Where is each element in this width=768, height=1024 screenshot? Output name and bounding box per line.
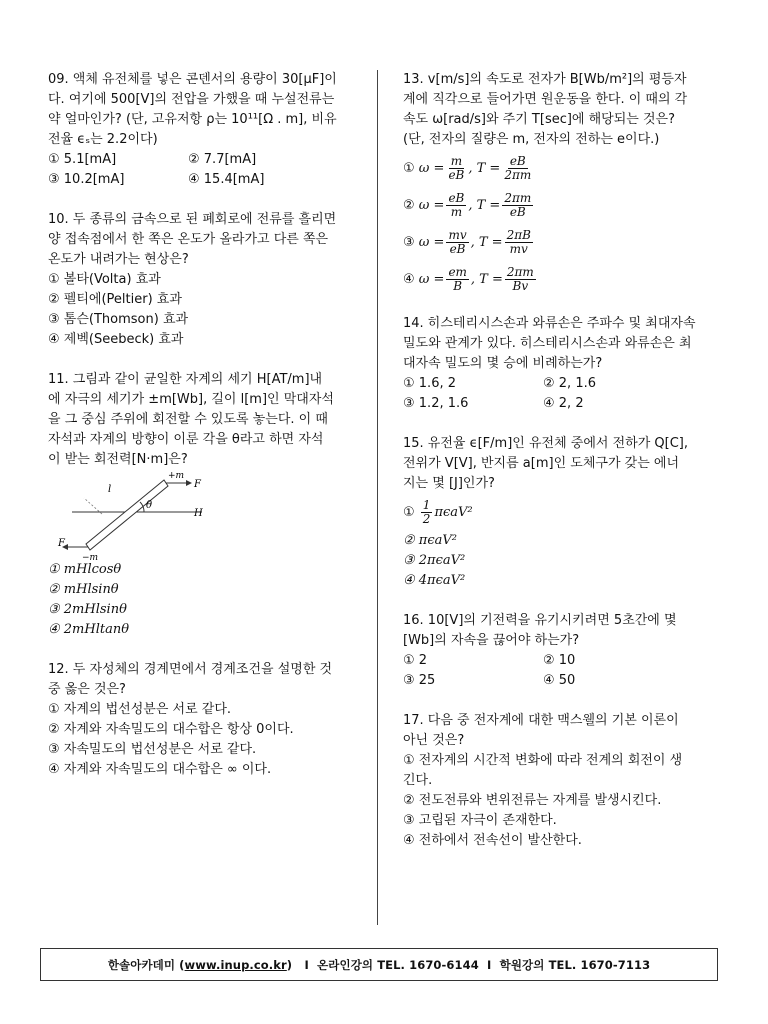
footer-url-link[interactable]: www.inup.co.kr <box>184 957 287 972</box>
option-4[interactable]: ④ ω = $\frac{em}{B}$ , T = $\frac{2\pi m}{Bv}$ <box>403 265 534 293</box>
question-10 <box>48 210 364 350</box>
question-16-options <box>403 651 723 691</box>
label-l: l <box>108 484 112 495</box>
question-14 <box>403 314 723 414</box>
page-footer: 한솔아카데미 ( www.inup.co.kr ) I 온라인강의 TEL. 1670-6144 I 학원강의 TEL. 1670-7113 <box>40 948 718 981</box>
fraction: $\frac{mv}{eB}$ <box>448 228 467 256</box>
label-F-bottom: F <box>58 538 65 549</box>
fraction: $\frac{2\pi B}{mv}$ <box>506 228 531 256</box>
option-1[interactable]: ① 전자계의 시간적 변화에 따라 전계의 회전이 생 <box>403 753 683 768</box>
footer-separator: I <box>304 957 309 972</box>
question-14-options <box>403 374 723 414</box>
option-3[interactable]: ③ 톰슨(Thomson) 효과 <box>48 312 189 327</box>
option-4[interactable]: ④ 4πϵaV² <box>403 573 466 588</box>
option-4[interactable]: ④ 2mHltanθ <box>48 622 130 637</box>
bar-magnet-figure <box>52 470 252 560</box>
fraction: $\frac{2\pi m}{eB}$ <box>504 191 532 219</box>
option-1[interactable]: ① 2 <box>403 653 428 668</box>
question-14-text: 14. 히스테리시스손과 와류손은 주파수 및 최대자속 밀도와 관계가 있다. 히스테리시스손과 와류손은 최 대자속 밀도의 몇 승에 비례하는가? <box>403 316 696 371</box>
left-column <box>48 70 364 780</box>
question-15 <box>403 434 723 591</box>
option-4[interactable]: ④ 제벡(Seebeck) 효과 <box>48 332 184 347</box>
option-2[interactable]: ② ω = $\frac{eB}{m}$ , T = $\frac{2\pi m}{eB}$ <box>403 191 532 219</box>
fraction: $\frac{eB}{m}$ <box>448 191 465 219</box>
option-2[interactable]: ② 2, 1.6 <box>543 376 596 391</box>
footer-brand: 한솔아카데미 <box>107 957 176 972</box>
question-17 <box>403 711 723 851</box>
bar-magnet <box>86 480 168 550</box>
option-2[interactable]: ② 펠티에(Peltier) 효과 <box>48 292 182 307</box>
option-1[interactable]: ① mHlcosθ <box>48 562 122 577</box>
option-2[interactable]: ② 자계와 자속밀도의 대수합은 항상 0이다. <box>48 722 294 737</box>
question-13-text: 13. v[m/s]의 속도로 전자가 B[Wb/m²]의 평등자 계에 직각으로 들어가면 원운동을 한다. 이 때의 각 속도 ω[rad/s]와 주기 T[sec]에 해당되는 것은? (단, 전자의 질량은 m, 전자의 전하는 e이다.) <box>403 72 688 147</box>
question-16 <box>403 611 723 691</box>
option-1[interactable]: ① 1.6, 2 <box>403 376 456 391</box>
question-15-text: 15. 유전율 ϵ[F/m]인 유전체 중에서 전하가 Q[C], 전위가 V[V], 반지름 a[m]인 도체구가 갖는 에너 지는 몇 [J]인가? <box>403 436 688 491</box>
footer-academy-phone: 학원강의 TEL. 1670-7113 <box>499 957 651 972</box>
option-2[interactable]: ② 10 <box>543 653 576 668</box>
label-F-top: F <box>194 479 201 490</box>
footer-separator: I <box>487 957 492 972</box>
question-12-text: 12. 두 자성체의 경계면에서 경계조건을 설명한 것 중 옳은 것은? <box>48 662 333 697</box>
label-plus-m: +m <box>168 471 185 481</box>
label-minus-m: −m <box>82 553 99 560</box>
option-1[interactable]: ① 볼타(Volta) 효과 <box>48 272 161 287</box>
option-3[interactable]: ③ 25 <box>403 673 436 688</box>
option-4[interactable]: ④ 자계와 자속밀도의 대수합은 ∞ 이다. <box>48 762 272 777</box>
question-10-text: 10. 두 종류의 금속으로 된 폐회로에 전류를 흘리면 양 접속점에서 한 쪽은 온도가 올라가고 다른 쪽은 온도가 내려가는 현상은? <box>48 212 337 267</box>
option-2[interactable]: ② mHlsinθ <box>48 582 119 597</box>
option-2[interactable]: ② πϵaV² <box>403 533 457 548</box>
option-3[interactable]: ③ 10.2[mA] <box>48 172 125 187</box>
option-4[interactable]: ④ 전하에서 전속선이 발산한다. <box>403 833 582 848</box>
option-1-continued: 긴다. <box>403 773 433 788</box>
fraction: $\frac{2\pi m}{Bv}$ <box>506 265 534 293</box>
question-11-text: 11. 그림과 같이 균일한 자계의 세기 H[AT/m]내 에 자극의 세기가 ±m[Wb], 길이 l[m]인 막대자석 을 그 중심 주위에 회전할 수 있도록 놓는다. 이 때 자석과 자계의 방향이 이룬 각을 θ라고 하면 자석 이 받는 회전력[N·m]은? <box>48 372 334 467</box>
option-2[interactable]: ② 전도전류와 변위전류는 자계를 발생시킨다. <box>403 793 662 808</box>
label-theta: θ <box>146 500 153 511</box>
question-09-text: 09. 액체 유전체를 넣은 콘덴서의 용량이 30[μF]이 다. 여기에 500[V]의 전압을 가했을 때 누설전류는 약 얼마인가? (단, 고유저항 ρ는 10¹¹[Ω . m], 비유 전율 ϵₛ는 2.2이다) <box>48 72 337 147</box>
fraction: $\frac{em}{B}$ <box>448 265 467 293</box>
option-1[interactable]: ① $\frac{1}{2}$ πϵaV² <box>403 498 473 526</box>
option-1[interactable]: ① 5.1[mA] <box>48 152 117 167</box>
label-H: H <box>194 508 203 519</box>
option-3[interactable]: ③ 1.2, 1.6 <box>403 396 469 411</box>
option-1[interactable]: ① ω = $\frac{m}{eB}$ , T = $\frac{eB}{2\pi m}$ <box>403 154 532 182</box>
option-4[interactable]: ④ 15.4[mA] <box>188 172 265 187</box>
option-3[interactable]: ③ 고립된 자극이 존재한다. <box>403 813 557 828</box>
question-12 <box>48 660 364 780</box>
fraction: $\frac{m}{eB}$ <box>448 154 465 182</box>
fraction: $\frac{1}{2}$ <box>422 498 431 526</box>
question-16-text: 16. 10[V]의 기전력을 유기시키려면 5초간에 몇 [Wb]의 자속을 끊어야 하는가? <box>403 613 677 648</box>
right-column <box>403 70 723 851</box>
option-1[interactable]: ① 자계의 법선성분은 서로 같다. <box>48 702 232 717</box>
option-3[interactable]: ③ 자속밀도의 법선성분은 서로 같다. <box>48 742 257 757</box>
option-4[interactable]: ④ 2, 2 <box>543 396 584 411</box>
question-17-text: 17. 다음 중 전자계에 대한 맥스웰의 기본 이론이 아닌 것은? <box>403 713 679 748</box>
column-divider <box>377 70 378 925</box>
footer-online-phone: 온라인강의 TEL. 1670-6144 <box>317 957 479 972</box>
force-arrowhead-top <box>186 480 192 486</box>
option-3[interactable]: ③ ω = $\frac{mv}{eB}$ , T = $\frac{2\pi B}{mv}$ <box>403 228 531 256</box>
option-3[interactable]: ③ 2πϵaV² <box>403 553 466 568</box>
question-09 <box>48 70 364 190</box>
option-2[interactable]: ② 7.7[mA] <box>188 152 257 167</box>
question-11 <box>48 370 364 640</box>
option-4[interactable]: ④ 50 <box>543 673 576 688</box>
question-09-options <box>48 150 364 190</box>
question-13 <box>403 70 723 298</box>
fraction: $\frac{eB}{2\pi m}$ <box>504 154 532 182</box>
option-3[interactable]: ③ 2mHlsinθ <box>48 602 127 617</box>
